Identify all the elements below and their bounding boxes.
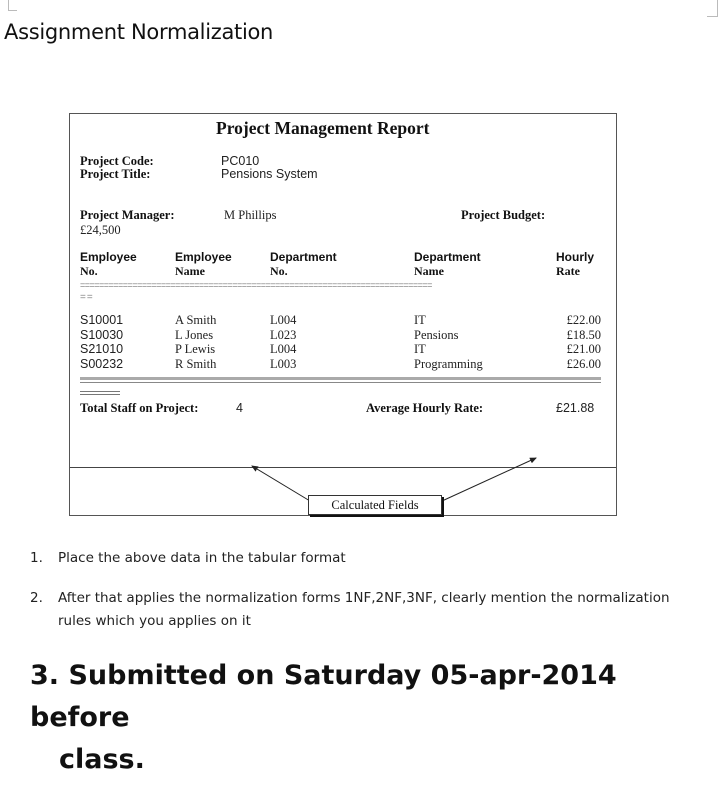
total-staff-label: Total Staff on Project:	[80, 401, 199, 415]
arrow-to-average-rate	[442, 458, 536, 501]
total-staff-value: 4	[236, 401, 243, 415]
col-header-department-no: Department No.	[270, 250, 337, 278]
col-header-employee-no: Employee No.	[80, 250, 137, 278]
average-rate-label: Average Hourly Rate:	[366, 401, 484, 415]
project-code-value: PC010	[221, 154, 260, 168]
col-header-hourly-rate: Hourly Rate	[556, 250, 595, 278]
document-title: Assignment Normalization	[4, 20, 274, 44]
department-no-column: L004 L023 L004 L003	[270, 313, 297, 371]
project-code-label: Project Code:	[80, 154, 154, 168]
project-budget-value: £24,500	[80, 223, 121, 237]
project-manager-value: M Phillips	[224, 208, 277, 222]
page-corner-right	[707, 0, 718, 17]
project-title-value: Pensions System	[221, 167, 318, 181]
average-rate-value: £21.88	[556, 401, 595, 415]
calculated-fields-callout: Calculated Fields	[308, 495, 442, 515]
callout-arrows	[70, 114, 618, 517]
header-separator: ==========================================================================	[80, 280, 432, 290]
project-report-figure	[69, 113, 617, 516]
project-title-label: Project Title:	[80, 167, 151, 181]
project-budget-label: Project Budget:	[461, 208, 546, 222]
hourly-rate-column: £22.00 £18.50 £21.00 £26.00	[566, 313, 601, 371]
header-separator-tail: ==	[80, 292, 94, 303]
col-header-employee-name: Employee Name	[175, 250, 232, 278]
page-corner-left	[8, 0, 17, 11]
report-title: Project Management Report	[216, 118, 430, 138]
submission-note: 3. Submitted on Saturday 05-apr-2014 before class.	[30, 660, 617, 775]
employee-name-column: A Smith L Jones P Lewis R Smith	[175, 313, 217, 371]
arrow-to-total-staff	[252, 466, 310, 501]
col-header-department-name: Department Name	[414, 250, 481, 278]
department-name-column: IT Pensions IT Programming	[414, 313, 483, 371]
table-row: S10001 S10030 S21010 S00232	[80, 313, 124, 371]
project-manager-label: Project Manager:	[80, 208, 175, 222]
